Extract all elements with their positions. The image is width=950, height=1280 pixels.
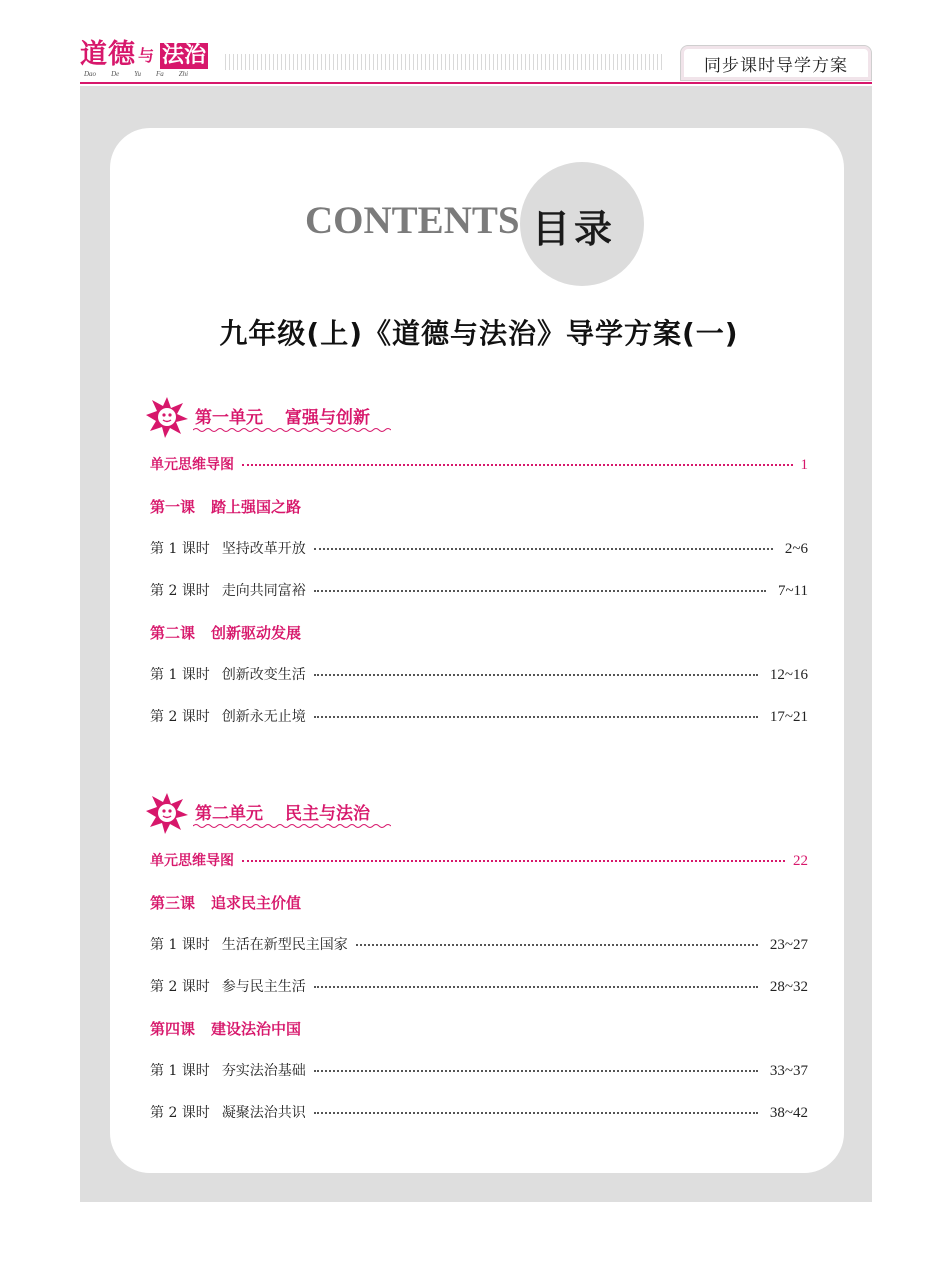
dot-leader [242, 463, 793, 466]
toc-entry-period[interactable] [150, 934, 808, 956]
period-name: 生活在新型民主国家 [221, 937, 348, 953]
period-title [150, 706, 306, 726]
toc-entry-period[interactable] [150, 1060, 808, 1082]
toc-entry-period[interactable] [150, 538, 808, 560]
toc-page-range: 38~42 [769, 1105, 808, 1121]
lesson-title [150, 1018, 301, 1039]
logo-pinyin-2: De [111, 70, 120, 78]
period-number: 第 1 课时 [150, 937, 210, 953]
toc-lesson-heading[interactable] [150, 892, 808, 914]
period-name: 参与民主生活 [221, 979, 306, 995]
logo-pinyin-3: Yu [134, 70, 141, 78]
logo-text-part1: 道德 [80, 39, 136, 70]
toc-lesson-heading[interactable] [150, 622, 808, 644]
toc-entry-mind-map[interactable] [150, 454, 808, 476]
lesson-number: 第一课 [150, 498, 196, 516]
star-badge-icon [145, 395, 189, 439]
mulu-heading: 目录 [532, 207, 617, 251]
toc-entry-period[interactable] [150, 976, 808, 998]
wave-underline-decoration [193, 427, 391, 433]
period-number: 第 2 课时 [150, 709, 210, 725]
period-number: 第 2 课时 [150, 583, 210, 599]
toc-entry-period[interactable] [150, 580, 808, 602]
dot-leader [314, 1111, 758, 1114]
toc-page-range: 28~32 [769, 979, 808, 995]
unit-subtitle: 民主与法治 [285, 804, 370, 824]
toc-page-range: 23~27 [769, 937, 808, 953]
dot-leader [314, 1069, 758, 1072]
unit-title [195, 799, 370, 824]
logo-pinyin [84, 70, 188, 78]
period-name: 坚持改革开放 [221, 541, 306, 557]
period-number: 第 2 课时 [150, 979, 210, 995]
unit-heading [145, 395, 405, 439]
period-name: 走向共同富裕 [221, 583, 306, 599]
period-name: 创新永无止境 [221, 709, 306, 725]
series-tab-label: 同步课时导学方案 [704, 55, 848, 76]
toc-page-number: 22 [793, 853, 808, 869]
logo-pinyin-4: Fa [156, 70, 164, 78]
period-name: 凝聚法治共识 [221, 1105, 306, 1121]
period-number: 第 2 课时 [150, 1105, 210, 1121]
logo-text-part2: 法治 [162, 43, 207, 68]
period-title [150, 1102, 306, 1122]
lesson-name: 踏上强国之路 [211, 498, 302, 516]
unit-title [195, 403, 370, 428]
lesson-name: 创新驱动发展 [211, 624, 302, 642]
page-header [0, 0, 950, 90]
dot-leader [314, 673, 758, 676]
dot-leader [314, 589, 766, 592]
contents-card [110, 128, 844, 1173]
toc-page-range: 33~37 [769, 1063, 808, 1079]
series-tab [680, 45, 872, 81]
logo-text-badge: 与 [138, 46, 155, 65]
period-title [150, 1060, 306, 1080]
header-rule [80, 82, 872, 84]
book-title: 九年级(上)《道德与法治》导学方案(一) [219, 317, 739, 350]
period-number: 第 1 课时 [150, 667, 210, 683]
period-name: 创新改变生活 [221, 667, 306, 683]
period-name: 夯实法治基础 [221, 1063, 306, 1079]
dot-leader [356, 943, 758, 946]
lesson-title [150, 496, 301, 517]
toc-entry-period[interactable] [150, 1102, 808, 1124]
toc-page-range: 17~21 [769, 709, 808, 725]
lesson-number: 第三课 [150, 894, 196, 912]
period-number: 第 1 课时 [150, 1063, 210, 1079]
unit-number: 第二单元 [195, 804, 263, 824]
logo-pinyin-5: Zhi [178, 70, 189, 78]
logo-pinyin-1: Dao [84, 70, 97, 78]
period-number: 第 1 课时 [150, 541, 210, 557]
toc-page-range: 7~11 [777, 583, 808, 599]
toc-entry-mind-map[interactable] [150, 850, 808, 872]
contents-heading: CONTENTS [305, 199, 520, 242]
toc-page-number: 1 [800, 457, 808, 473]
toc-lesson-heading[interactable] [150, 496, 808, 518]
unit-subtitle: 富强与创新 [285, 408, 370, 428]
dot-leader [242, 859, 785, 862]
dot-leader [314, 547, 773, 550]
lesson-name: 建设法治中国 [211, 1020, 302, 1038]
toc-page-range: 2~6 [784, 541, 808, 557]
toc-entry-period[interactable] [150, 706, 808, 728]
toc-entry-label: 单元思维导图 [150, 457, 234, 473]
lesson-number: 第四课 [150, 1020, 196, 1038]
period-title [150, 976, 306, 996]
unit-number: 第一单元 [195, 408, 263, 428]
lesson-title [150, 892, 301, 913]
toc-entry-label: 单元思维导图 [150, 853, 234, 869]
lesson-title [150, 622, 301, 643]
period-title [150, 934, 348, 954]
unit-heading [145, 791, 405, 835]
period-title [150, 580, 306, 600]
lesson-name: 追求民主价值 [211, 894, 302, 912]
dot-leader [314, 715, 758, 718]
star-badge-icon [145, 791, 189, 835]
header-stripe-decoration [225, 54, 665, 70]
period-title [150, 538, 306, 558]
wave-underline-decoration [193, 823, 391, 829]
dot-leader [314, 985, 758, 988]
period-title [150, 664, 306, 684]
lesson-number: 第二课 [150, 624, 196, 642]
toc-entry-period[interactable] [150, 664, 808, 686]
toc-lesson-heading[interactable] [150, 1018, 808, 1040]
toc-page-range: 12~16 [769, 667, 808, 683]
